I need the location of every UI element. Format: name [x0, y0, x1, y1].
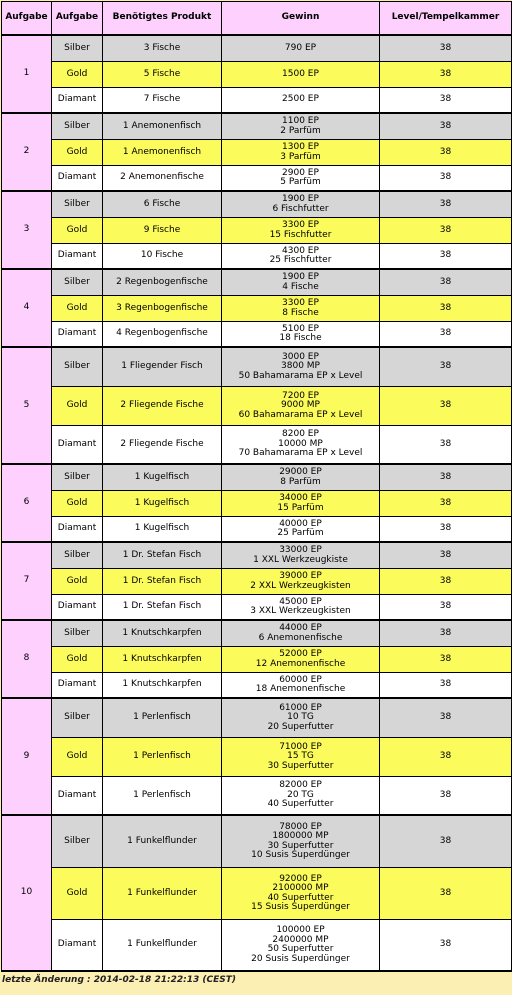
product-cell: 1 Dr. Stefan Fisch — [103, 569, 222, 595]
level-cell: 38 — [380, 543, 512, 569]
table-row — [2, 595, 512, 621]
table-row — [2, 296, 512, 322]
table-row — [2, 36, 512, 62]
tier-cell: Gold — [52, 140, 103, 166]
level-cell: 38 — [380, 62, 512, 88]
level-cell: 38 — [380, 569, 512, 595]
tier-cell: Gold — [52, 62, 103, 88]
task-number: 10 — [2, 816, 52, 972]
task-number: 2 — [2, 114, 52, 192]
reward-line: 61000 EP — [279, 702, 322, 713]
product-cell: 10 Fische — [103, 244, 222, 270]
product-cell: 5 Fische — [103, 62, 222, 88]
reward-line: 12 Anemonenfische — [255, 658, 346, 669]
reward-line: 50 Bahamarama EP x Level — [238, 370, 363, 381]
reward-cell — [222, 699, 380, 738]
reward-cell — [222, 192, 380, 218]
table-row — [2, 647, 512, 673]
reward-line: 2 XXL Werkzeugkisten — [250, 580, 351, 591]
reward-line: 18 Fische — [279, 333, 322, 343]
tier-cell: Gold — [52, 387, 103, 426]
reward-cell — [222, 88, 380, 114]
reward-line: 78000 EP — [279, 821, 322, 832]
product-cell: 3 Regenbogenfische — [103, 296, 222, 322]
table-row — [2, 621, 512, 647]
header-level: Level/Tempelkammer — [380, 2, 512, 36]
product-cell: 1 Funkelflunder — [103, 920, 222, 972]
reward-cell — [222, 62, 380, 88]
level-cell: 38 — [380, 192, 512, 218]
table-row — [2, 569, 512, 595]
reward-line: 30 Superfutter — [267, 760, 334, 771]
table-row — [2, 673, 512, 699]
reward-cell — [222, 543, 380, 569]
reward-line: 70 Bahamarama EP x Level — [238, 448, 363, 459]
tier-cell: Gold — [52, 868, 103, 920]
reward-cell — [222, 868, 380, 920]
tier-cell: Silber — [52, 192, 103, 218]
reward-cell — [222, 816, 380, 868]
level-cell: 38 — [380, 816, 512, 868]
product-cell: 1 Kugelfisch — [103, 465, 222, 491]
product-cell: 1 Knutschkarpfen — [103, 647, 222, 673]
level-cell: 38 — [380, 868, 512, 920]
level-cell: 38 — [380, 322, 512, 348]
level-cell: 38 — [380, 36, 512, 62]
tier-cell: Gold — [52, 296, 103, 322]
level-cell: 38 — [380, 673, 512, 699]
last-modified: letzte Änderung : 2014-02-18 21:22:13 (CEST) — [2, 975, 236, 985]
reward-cell — [222, 244, 380, 270]
reward-cell — [222, 569, 380, 595]
reward-line: 15 Susis Superdünger — [251, 902, 350, 912]
header-reward: Gewinn — [222, 2, 380, 36]
level-cell: 38 — [380, 348, 512, 387]
product-cell: 1 Funkelflunder — [103, 816, 222, 868]
product-cell: 1 Knutschkarpfen — [103, 673, 222, 699]
tier-cell: Silber — [52, 270, 103, 296]
table-row — [2, 517, 512, 543]
table-row — [2, 322, 512, 348]
reward-line: 1300 EP — [282, 142, 319, 152]
reward-cell — [222, 270, 380, 296]
tier-cell: Gold — [52, 738, 103, 777]
table-row — [2, 491, 512, 517]
reward-line: 5 Parfüm — [280, 177, 321, 187]
reward-line: 60000 EP — [279, 674, 322, 685]
product-cell: 4 Regenbogenfische — [103, 322, 222, 348]
reward-line: 2500 EP — [282, 94, 319, 105]
reward-line: 6 Fischfutter — [272, 203, 329, 214]
reward-line: 20 Superfutter — [267, 721, 334, 732]
table-row — [2, 114, 512, 140]
reward-line: 3300 EP — [282, 220, 319, 230]
reward-line: 2400000 MP — [272, 934, 329, 945]
reward-line: 3000 EP — [282, 351, 319, 362]
reward-line: 1900 EP — [282, 194, 319, 204]
level-cell: 38 — [380, 140, 512, 166]
reward-line: 34000 EP — [279, 493, 322, 503]
table-row — [2, 543, 512, 569]
reward-line: 100000 EP — [276, 925, 325, 935]
table-row — [2, 270, 512, 296]
reward-cell — [222, 36, 380, 62]
table-row — [2, 140, 512, 166]
header-task: Aufgabe — [2, 2, 52, 36]
tier-cell: Diamant — [52, 426, 103, 465]
reward-line: 25 Parfüm — [277, 528, 324, 538]
reward-cell — [222, 426, 380, 465]
reward-line: 10 TG — [287, 712, 314, 723]
reward-line: 15 Fischfutter — [269, 229, 332, 240]
reward-cell — [222, 621, 380, 647]
reward-line: 20 TG — [287, 789, 314, 800]
table-row — [2, 387, 512, 426]
level-cell: 38 — [380, 88, 512, 114]
task-number: 7 — [2, 543, 52, 621]
level-cell: 38 — [380, 777, 512, 816]
table-row — [2, 218, 512, 244]
product-cell: 1 Knutschkarpfen — [103, 621, 222, 647]
reward-line: 71000 EP — [279, 741, 322, 752]
task-number: 9 — [2, 699, 52, 816]
table-row — [2, 465, 512, 491]
reward-line: 25 Fischfutter — [269, 255, 332, 265]
level-cell: 38 — [380, 387, 512, 426]
reward-line: 5100 EP — [282, 323, 319, 334]
level-cell: 38 — [380, 296, 512, 322]
reward-line: 30 Superfutter — [267, 840, 334, 851]
reward-line: 790 EP — [284, 42, 317, 53]
table-row — [2, 62, 512, 88]
reward-line: 40 Superfutter — [267, 892, 334, 903]
table-row — [2, 738, 512, 777]
tier-cell: Silber — [52, 621, 103, 647]
table-row — [2, 348, 512, 387]
reward-line: 82000 EP — [279, 780, 322, 791]
product-cell: 1 Perlenfisch — [103, 738, 222, 777]
product-cell: 3 Fische — [103, 36, 222, 62]
reward-line: 52000 EP — [279, 649, 322, 659]
reward-line: 33000 EP — [279, 545, 322, 555]
table-row — [2, 244, 512, 270]
level-cell: 38 — [380, 166, 512, 192]
tier-cell: Silber — [52, 699, 103, 738]
reward-line: 39000 EP — [279, 571, 322, 581]
table-row — [2, 166, 512, 192]
reward-line: 92000 EP — [279, 873, 322, 884]
tier-cell: Gold — [52, 647, 103, 673]
reward-cell — [222, 647, 380, 673]
level-cell: 38 — [380, 920, 512, 972]
tier-cell: Diamant — [52, 595, 103, 621]
reward-line: 50 Superfutter — [267, 944, 334, 954]
reward-line: 3 XXL Werkzeugkisten — [250, 606, 351, 616]
reward-cell — [222, 166, 380, 192]
reward-line: 44000 EP — [279, 623, 322, 633]
reward-cell — [222, 920, 380, 972]
product-cell: 2 Fliegende Fische — [103, 387, 222, 426]
reward-cell — [222, 777, 380, 816]
reward-line: 1500 EP — [282, 68, 319, 79]
product-cell: 1 Dr. Stefan Fisch — [103, 595, 222, 621]
reward-line: 2100000 MP — [272, 883, 329, 893]
product-cell: 2 Fliegende Fische — [103, 426, 222, 465]
task-number: 1 — [2, 36, 52, 114]
level-cell: 38 — [380, 699, 512, 738]
level-cell: 38 — [380, 218, 512, 244]
reward-line: 6 Anemonenfische — [258, 632, 343, 643]
reward-line: 9000 MP — [281, 400, 320, 411]
tier-cell: Gold — [52, 569, 103, 595]
tier-cell: Gold — [52, 218, 103, 244]
reward-line: 18 Anemonenfische — [255, 684, 346, 694]
reward-cell — [222, 140, 380, 166]
reward-cell — [222, 517, 380, 543]
reward-cell — [222, 348, 380, 387]
reward-cell — [222, 296, 380, 322]
reward-cell — [222, 114, 380, 140]
reward-line: 15 Parfüm — [277, 502, 324, 513]
product-cell: 1 Fliegender Fisch — [103, 348, 222, 387]
reward-line: 40 Superfutter — [267, 799, 334, 810]
tier-cell: Silber — [52, 36, 103, 62]
task-number: 8 — [2, 621, 52, 699]
reward-line: 1900 EP — [282, 272, 319, 282]
tier-cell: Diamant — [52, 244, 103, 270]
product-cell: 9 Fische — [103, 218, 222, 244]
task-number: 5 — [2, 348, 52, 465]
product-cell: 2 Regenbogenfische — [103, 270, 222, 296]
product-cell: 1 Perlenfisch — [103, 699, 222, 738]
tier-cell: Diamant — [52, 166, 103, 192]
quest-table — [1, 1, 512, 972]
table-row — [2, 920, 512, 972]
tier-cell: Silber — [52, 114, 103, 140]
reward-line: 3800 MP — [281, 361, 320, 372]
product-cell: 7 Fische — [103, 88, 222, 114]
reward-line: 3300 EP — [282, 298, 319, 308]
reward-line: 1 XXL Werkzeugkiste — [253, 554, 348, 565]
tier-cell: Diamant — [52, 777, 103, 816]
tier-cell: Diamant — [52, 517, 103, 543]
table-row — [2, 699, 512, 738]
reward-line: 29000 EP — [279, 467, 322, 477]
level-cell: 38 — [380, 738, 512, 777]
level-cell: 38 — [380, 491, 512, 517]
tier-cell: Diamant — [52, 673, 103, 699]
reward-cell — [222, 595, 380, 621]
level-cell: 38 — [380, 647, 512, 673]
level-cell: 38 — [380, 270, 512, 296]
table-row — [2, 777, 512, 816]
reward-line: 1800000 MP — [272, 831, 329, 841]
reward-line: 40000 EP — [279, 518, 322, 529]
header-product: Benötigtes Produkt — [103, 2, 222, 36]
reward-line: 10 Susis Superdünger — [251, 850, 350, 860]
product-cell: 1 Kugelfisch — [103, 491, 222, 517]
reward-line: 8 Parfüm — [280, 476, 321, 487]
tier-cell: Diamant — [52, 322, 103, 348]
quest-table-body — [2, 36, 512, 972]
level-cell: 38 — [380, 426, 512, 465]
reward-cell — [222, 491, 380, 517]
reward-line: 8 Fische — [282, 307, 319, 318]
reward-line: 20 Susis Superdünger — [251, 953, 350, 964]
tier-cell: Gold — [52, 491, 103, 517]
reward-cell — [222, 673, 380, 699]
product-cell: 1 Dr. Stefan Fisch — [103, 543, 222, 569]
reward-line: 4300 EP — [282, 245, 319, 256]
tier-cell: Diamant — [52, 920, 103, 972]
reward-line: 7200 EP — [282, 390, 319, 401]
task-number: 6 — [2, 465, 52, 543]
reward-cell — [222, 218, 380, 244]
level-cell: 38 — [380, 621, 512, 647]
level-cell: 38 — [380, 595, 512, 621]
table-row — [2, 88, 512, 114]
reward-cell — [222, 322, 380, 348]
tier-cell: Silber — [52, 816, 103, 868]
level-cell: 38 — [380, 517, 512, 543]
reward-line: 8200 EP — [282, 429, 319, 440]
reward-line: 4 Fische — [282, 281, 319, 292]
table-row — [2, 192, 512, 218]
product-cell: 1 Perlenfisch — [103, 777, 222, 816]
product-cell: 2 Anemonenfische — [103, 166, 222, 192]
reward-cell — [222, 465, 380, 491]
reward-line: 10000 MP — [278, 438, 323, 449]
tier-cell: Silber — [52, 465, 103, 491]
header-row — [2, 2, 512, 36]
reward-line: 45000 EP — [279, 596, 322, 607]
product-cell: 1 Anemonenfisch — [103, 140, 222, 166]
reward-line: 1100 EP — [282, 116, 319, 126]
reward-line: 15 TG — [287, 751, 314, 762]
level-cell: 38 — [380, 465, 512, 491]
table-row — [2, 426, 512, 465]
reward-line: 60 Bahamarama EP x Level — [238, 409, 363, 420]
tier-cell: Silber — [52, 543, 103, 569]
product-cell: 1 Funkelflunder — [103, 868, 222, 920]
header-tier: Aufgabe — [52, 2, 103, 36]
reward-cell — [222, 387, 380, 426]
reward-line: 2 Parfüm — [280, 125, 321, 136]
reward-line: 3 Parfüm — [280, 151, 321, 162]
product-cell: 6 Fische — [103, 192, 222, 218]
reward-cell — [222, 738, 380, 777]
product-cell: 1 Kugelfisch — [103, 517, 222, 543]
task-number: 4 — [2, 270, 52, 348]
reward-line: 2900 EP — [282, 167, 319, 178]
table-row — [2, 816, 512, 868]
level-cell: 38 — [380, 244, 512, 270]
tier-cell: Diamant — [52, 88, 103, 114]
product-cell: 1 Anemonenfisch — [103, 114, 222, 140]
table-row — [2, 868, 512, 920]
level-cell: 38 — [380, 114, 512, 140]
task-number: 3 — [2, 192, 52, 270]
tier-cell: Silber — [52, 348, 103, 387]
